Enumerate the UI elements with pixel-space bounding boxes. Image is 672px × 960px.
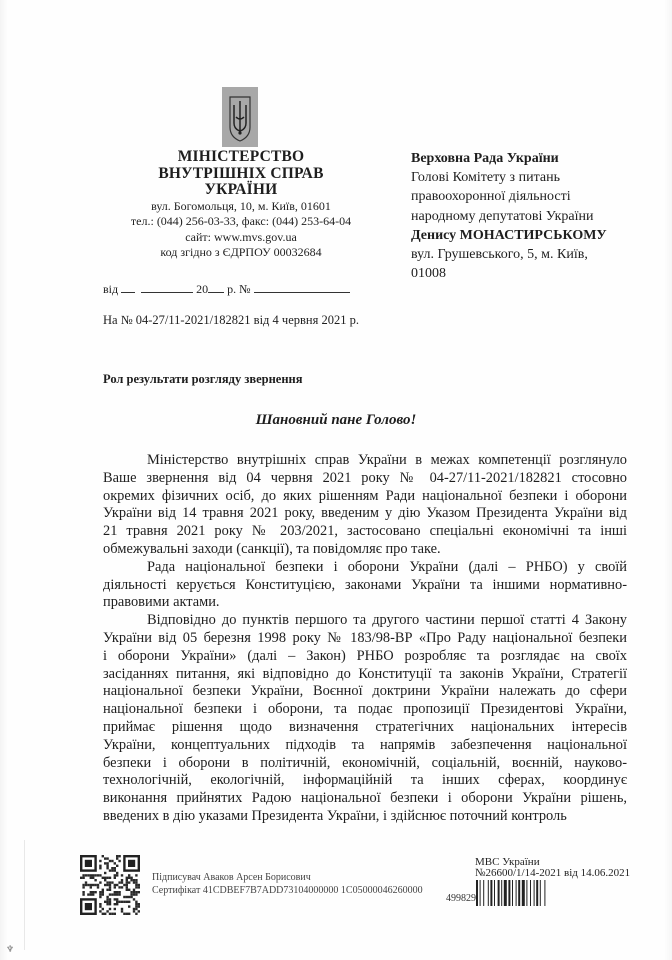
recipient-line: Голові Комітету з питань [411, 170, 560, 186]
barcode-number: 499829 [446, 893, 476, 904]
body-line: національної безпеки України, Воєнної доктрини України належать до сфери [103, 683, 627, 700]
ministry-letterhead [96, 149, 386, 261]
year-prefix: 20 [196, 282, 209, 296]
body-line: Рада національної безпеки і оборони України (далі – РНБО) у своїй [147, 558, 627, 575]
recipient-name: Денису МОНАСТИРСЬКОМУ [411, 227, 607, 243]
body-line: приймає рішення щодо визначення стратегічних національних інтересів [103, 718, 627, 735]
body-line: виконання прийнятих Радою національної безпеки і оборони України рішень, [103, 790, 627, 807]
digital-signature-info [152, 871, 423, 897]
from-label: від [103, 282, 119, 296]
body-line: окремих фізичних осіб, до яких рішенням Ради національної безпеки і оборони [103, 487, 627, 504]
recipient-block [411, 149, 661, 283]
letter-subject: Рол результати розгляду звернення [103, 372, 303, 386]
signer-name: Підписувач Аваков Арсен Борисович [152, 872, 311, 883]
pin-mark-icon: ♆ [6, 944, 15, 954]
barcode-icon [476, 880, 584, 906]
recipient-postcode: 01008 [411, 266, 446, 282]
in-reply-to-reference: На № 04-27/11-2021/182821 від 4 червня 2021 р. [103, 313, 359, 327]
ministry-website: сайт: www.mvs.gov.ua [185, 229, 297, 244]
qr-code-icon [80, 855, 140, 915]
ministry-name-line: ВНУТРІШНІХ СПРАВ [158, 164, 324, 182]
scan-edge-shadow [24, 840, 25, 950]
letter-body [103, 452, 627, 826]
ministry-name-line: УКРАЇНИ [204, 181, 278, 198]
body-line: діяльності керується Конституцією, законами України та іншими нормативно- [103, 576, 627, 593]
recipient-address: вул. Грушевського, 5, м. Київ, [411, 247, 588, 263]
registration-stamp [475, 857, 630, 879]
certificate-number: Сертифікат 41CDBEF7B7ADD73104000000 1C05000046260000 [152, 885, 423, 896]
body-line: і оборони України» (далі – Закон) РНБО розробляє та розглядає на своїх [103, 647, 627, 664]
registration-line [103, 282, 350, 297]
ministry-phone-fax: тел.: (044) 256-03-33, факс: (044) 253-64-04 [130, 214, 352, 228]
body-line: введених в дію указами Президента України, і здійснює поточний контроль [103, 807, 567, 824]
ministry-address: вул. Богомольця, 10, м. Київ, 01601 [151, 198, 331, 213]
body-line: Ваше звернення від 04 червня 2021 року № 04-27/11-2021/182821 стосовно [103, 469, 627, 486]
recipient-org: Верховна Рада України [411, 151, 559, 166]
stamp-org: МВС України [475, 856, 540, 868]
body-line: безпеки і оборони в політичній, економічній, соціальній, воєнній, науково- [103, 754, 627, 771]
body-line: України від 14 травня 2021 року, введеним у дію Указом Президента України від [103, 505, 627, 522]
body-line: Міністерство внутрішніх справ України в межах компетенції розглянуло [147, 452, 627, 468]
ministry-edrpou: код згідно з ЄДРПОУ 00032684 [160, 245, 322, 259]
body-line: 21 травня 2021 року № 203/2021, застосовано спеціальні економічні та інші [103, 523, 627, 540]
body-line: засіданнях питання, які відповідно до Конституції та законів України, Стратегії [103, 665, 627, 682]
body-line: правовими актами. [103, 594, 220, 611]
stamp-reg-number: №26600/1/14-2021 від 14.06.2021 [475, 867, 631, 879]
salutation: Шановний пане Голово! [255, 412, 417, 428]
recipient-line: правоохоронної діяльності [411, 189, 571, 205]
reg-number-label: р. № [227, 282, 251, 296]
ministry-name-line: МІНІСТЕРСТВО [177, 148, 305, 165]
trident-coat-of-arms-icon [222, 87, 258, 147]
body-line: обмежувальні заходи (санкції), та повідомляє про таке. [103, 540, 441, 557]
body-line: України, концептуальних підходів та напрямів забезпечення національної [103, 736, 627, 753]
body-line: України від 05 березня 1998 року № 183/98-ВР «Про Раду національної безпеки [103, 629, 627, 646]
body-line: національної безпеки і оборони, та подає пропозиції Президентові України, [103, 701, 627, 718]
body-line: технологічній, екологічній, інформаційній та інших сферах, координує [103, 772, 627, 789]
body-line: Відповідно до пунктів першого та другого частини першої статті 4 Закону [147, 612, 627, 629]
recipient-line: народному депутатові України [411, 208, 594, 224]
